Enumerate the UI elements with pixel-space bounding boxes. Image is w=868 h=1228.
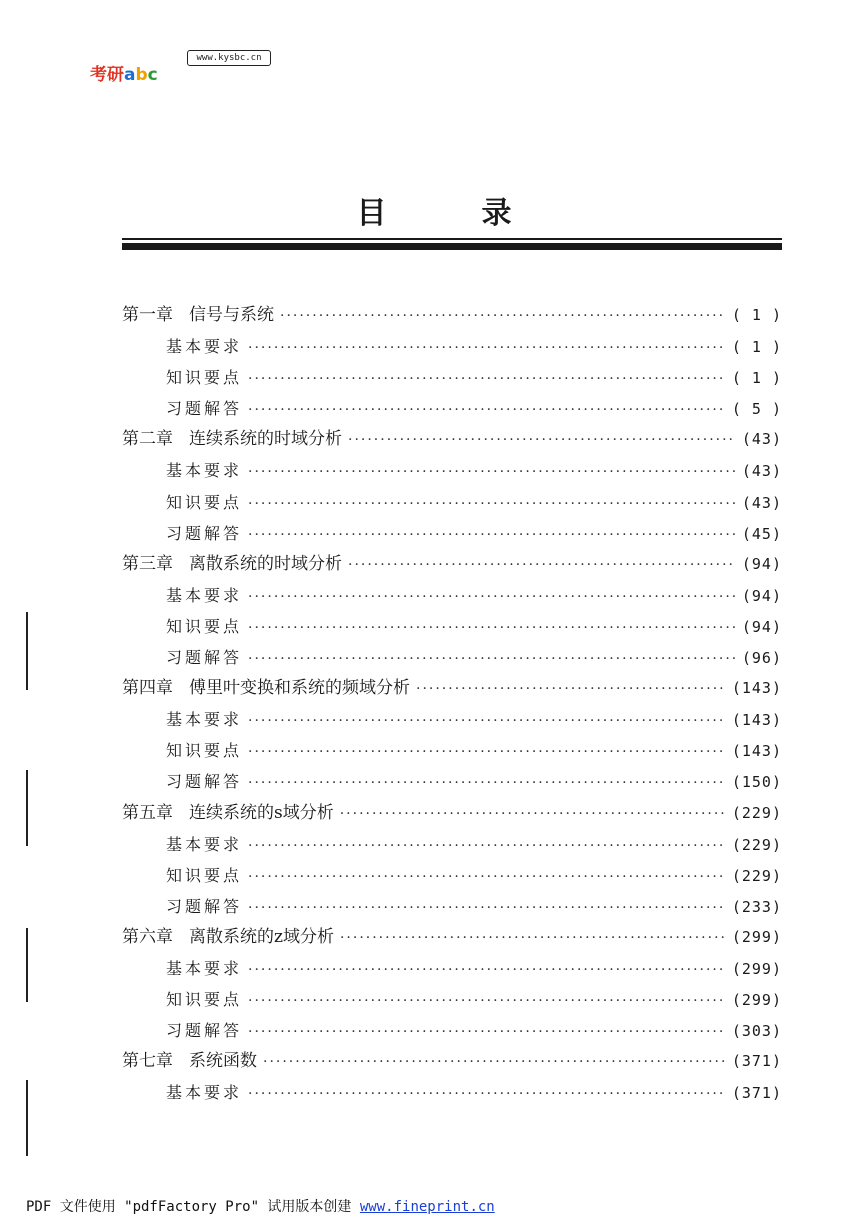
toc-entry-label: [166, 704, 242, 735]
toc-page-number: (43): [741, 462, 782, 481]
toc-dot-leader: [263, 1047, 726, 1077]
toc-page-number: ( 5 ): [731, 400, 782, 419]
toc-page-number: (94): [741, 617, 782, 636]
logo-letter-a: a: [124, 65, 136, 85]
toc-entry-title: 傅里叶变换和系统的频域分析: [189, 678, 410, 699]
toc-dot-leader: [248, 644, 736, 673]
toc-entry-title: 知识要点: [166, 492, 243, 512]
title-rule-thin: [122, 238, 782, 240]
toc-section-row[interactable]: [122, 393, 782, 424]
toc-page-number: ( 1 ): [731, 306, 782, 324]
toc-section-row[interactable]: [122, 362, 782, 393]
toc-entry-title: 基本要求: [166, 958, 243, 978]
table-of-contents: [122, 300, 782, 1108]
site-logo: [90, 60, 158, 85]
toc-section-row[interactable]: [122, 860, 782, 891]
toc-entry-title: 基本要求: [166, 1083, 243, 1103]
toc-page-number: (229): [731, 803, 782, 822]
toc-dot-leader: [248, 1017, 726, 1046]
toc-entry-label: [122, 922, 334, 953]
toc-entry-title: 知识要点: [166, 741, 243, 761]
toc-page-number: (303): [731, 1022, 782, 1041]
toc-section-row[interactable]: [122, 611, 782, 642]
toc-chapter-row[interactable]: [122, 922, 782, 953]
toc-entry-label: [166, 984, 242, 1015]
url-badge: www.kysbc.cn: [187, 50, 271, 66]
toc-entry-label: [166, 362, 242, 393]
toc-entry-title: 离散系统的时域分析: [189, 553, 342, 574]
logo-letter-b: b: [135, 65, 148, 85]
toc-section-row[interactable]: [122, 1077, 782, 1108]
toc-chapter-number: 第五章: [122, 802, 173, 823]
toc-entry-label: [166, 580, 242, 611]
margin-mark: [26, 928, 28, 1002]
toc-dot-leader: [248, 364, 726, 393]
toc-entry-label: [166, 829, 242, 860]
toc-dot-leader: [248, 582, 736, 611]
toc-section-row[interactable]: [122, 735, 782, 766]
toc-entry-title: 知识要点: [166, 616, 243, 636]
toc-section-row[interactable]: [122, 1015, 782, 1046]
toc-entry-title: 信号与系统: [189, 305, 274, 325]
toc-dot-leader: [248, 986, 726, 1015]
toc-section-row[interactable]: [122, 953, 782, 984]
toc-chapter-number: 第七章: [122, 1051, 173, 1072]
toc-entry-title: 习题解答: [166, 399, 243, 419]
toc-entry-title: 习题解答: [166, 772, 243, 792]
title-rule-thick: [122, 243, 782, 250]
toc-section-row[interactable]: [122, 766, 782, 797]
toc-entry-label: [122, 424, 342, 455]
toc-entry-title: 基本要求: [166, 834, 243, 854]
toc-dot-leader: [348, 425, 736, 455]
toc-entry-title: 习题解答: [166, 1021, 243, 1041]
toc-page-number: ( 1 ): [731, 338, 782, 357]
toc-entry-title: 连续系统的时域分析: [189, 429, 342, 450]
toc-entry-title: 基本要求: [166, 337, 243, 357]
toc-chapter-number: 第三章: [122, 553, 173, 574]
toc-entry-title: 连续系统的s域分析: [189, 802, 334, 823]
toc-section-row[interactable]: [122, 704, 782, 735]
toc-entry-label: [166, 393, 242, 424]
margin-mark: [26, 770, 28, 846]
toc-section-row[interactable]: [122, 829, 782, 860]
toc-page-number: (94): [741, 586, 782, 605]
toc-dot-leader: [348, 550, 736, 580]
toc-section-row[interactable]: [122, 580, 782, 611]
toc-page-number: (43): [741, 430, 782, 449]
toc-entry-title: 基本要求: [166, 710, 243, 730]
logo-text-cn: 考研: [90, 65, 124, 85]
toc-entry-label: [122, 673, 410, 704]
toc-entry-title: 习题解答: [166, 648, 243, 668]
toc-page-number: (299): [731, 927, 782, 946]
toc-dot-leader: [248, 955, 726, 984]
toc-entry-title: 基本要求: [166, 585, 243, 605]
toc-entry-label: [166, 891, 242, 922]
toc-section-row[interactable]: [122, 455, 782, 486]
toc-entry-label: [166, 735, 242, 766]
toc-page-number: (94): [741, 554, 782, 573]
toc-dot-leader: [248, 737, 726, 766]
toc-page-number: (143): [731, 679, 782, 698]
toc-page-number: (150): [731, 773, 782, 792]
toc-entry-label: [166, 518, 242, 549]
toc-section-row[interactable]: [122, 891, 782, 922]
toc-entry-label: [166, 642, 242, 673]
toc-entry-title: 习题解答: [166, 896, 243, 916]
toc-chapter-row[interactable]: [122, 424, 782, 455]
toc-entry-title: 离散系统的z域分析: [189, 926, 334, 947]
toc-page-number: (43): [741, 493, 782, 512]
toc-dot-leader: [248, 1079, 726, 1108]
toc-dot-leader: [248, 333, 726, 362]
margin-mark: [26, 1080, 28, 1156]
toc-entry-label: [166, 953, 242, 984]
toc-page-number: (299): [731, 991, 782, 1010]
toc-entry-title: 基本要求: [166, 461, 243, 481]
toc-entry-label: [166, 331, 242, 362]
toc-page-number: (233): [731, 897, 782, 916]
toc-dot-leader: [416, 674, 726, 704]
toc-section-row[interactable]: [122, 487, 782, 518]
toc-page-number: (229): [731, 835, 782, 854]
toc-chapter-row[interactable]: [122, 673, 782, 704]
toc-entry-label: [122, 549, 342, 580]
toc-entry-label: [166, 487, 242, 518]
toc-chapter-row[interactable]: [122, 549, 782, 580]
toc-entry-label: [166, 1077, 242, 1108]
toc-dot-leader: [248, 893, 726, 922]
toc-dot-leader: [248, 862, 726, 891]
toc-dot-leader: [340, 799, 726, 829]
toc-dot-leader: [248, 395, 726, 424]
toc-section-row[interactable]: [122, 331, 782, 362]
toc-chapter-number: 第一章: [122, 305, 173, 325]
toc-dot-leader: [248, 489, 736, 518]
toc-chapter-number: 第六章: [122, 926, 173, 947]
toc-entry-title: 习题解答: [166, 523, 243, 543]
toc-entry-label: [122, 798, 334, 829]
toc-dot-leader: [248, 457, 736, 486]
toc-page-number: (371): [731, 1052, 782, 1071]
toc-entry-label: [166, 1015, 242, 1046]
toc-dot-leader: [248, 706, 726, 735]
toc-page-number: (143): [731, 711, 782, 730]
toc-section-row[interactable]: [122, 642, 782, 673]
toc-page-number: (299): [731, 959, 782, 978]
toc-page-number: (143): [731, 742, 782, 761]
toc-page-number: (371): [731, 1084, 782, 1103]
toc-entry-label: [122, 1046, 257, 1077]
toc-entry-label: [166, 455, 242, 486]
footer-link[interactable]: www.fineprint.cn: [359, 1199, 495, 1215]
footer-note: [26, 1196, 495, 1216]
toc-entry-title: 系统函数: [189, 1051, 257, 1072]
toc-page-number: ( 1 ): [731, 369, 782, 388]
toc-entry-label: [166, 766, 242, 797]
toc-chapter-row[interactable]: [122, 798, 782, 829]
toc-page-number: (229): [731, 866, 782, 885]
toc-chapter-row[interactable]: [122, 1046, 782, 1077]
toc-page-number: (96): [741, 649, 782, 668]
toc-entry-title: 知识要点: [166, 368, 243, 388]
toc-dot-leader: [248, 613, 736, 642]
toc-dot-leader: [340, 923, 726, 953]
footer-text: PDF 文件使用 "pdfFactory Pro" 试用版本创建: [26, 1199, 352, 1215]
toc-dot-leader: [248, 831, 726, 860]
toc-entry-title: 知识要点: [166, 865, 243, 885]
toc-page-number: (45): [741, 524, 782, 543]
toc-section-row[interactable]: [122, 984, 782, 1015]
toc-dot-leader: [248, 520, 736, 549]
toc-dot-leader: [248, 768, 726, 797]
toc-chapter-number: 第四章: [122, 678, 173, 699]
page-title: 目录: [356, 196, 607, 231]
toc-entry-label: [166, 611, 242, 642]
toc-chapter-number: 第二章: [122, 429, 173, 450]
logo-letter-c: c: [147, 65, 158, 85]
margin-mark: [26, 612, 28, 690]
toc-entry-title: 知识要点: [166, 990, 243, 1010]
toc-section-row[interactable]: [122, 518, 782, 549]
toc-entry-label: [122, 300, 274, 331]
toc-chapter-row[interactable]: [122, 300, 782, 331]
toc-dot-leader: [280, 301, 726, 331]
toc-entry-label: [166, 860, 242, 891]
